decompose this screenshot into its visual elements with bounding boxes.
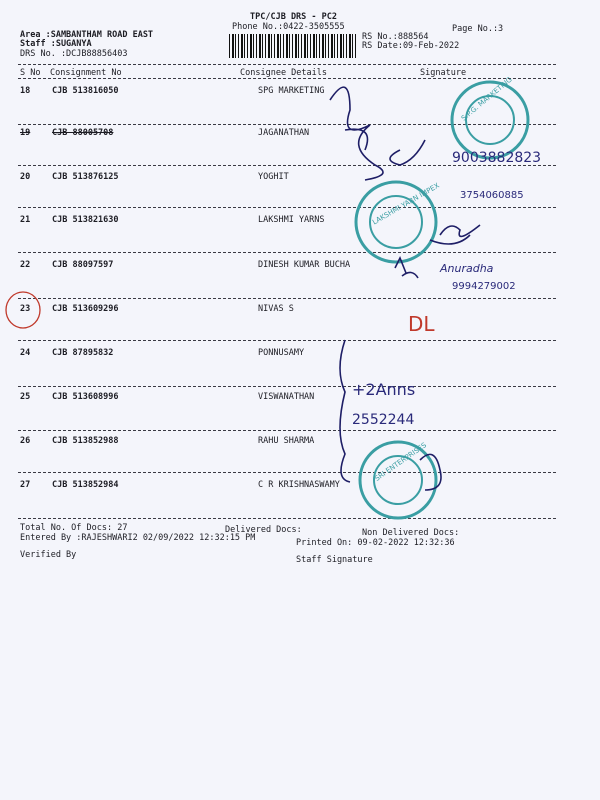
row-consignment: CJB 88005708 xyxy=(52,128,114,138)
signature-scribble xyxy=(330,87,425,180)
rs-date: RS Date:09-Feb-2022 xyxy=(362,41,460,51)
circle-mark xyxy=(6,292,40,328)
row-consignment: CJB 513609296 xyxy=(52,304,119,314)
stamp-text-1: S.P.G. MARKETING xyxy=(459,75,514,123)
row-consignment: CJB 87895832 xyxy=(52,348,114,358)
row-sno: 27 xyxy=(20,480,31,490)
verified-by: Verified By xyxy=(20,550,77,560)
row-consignee: PONNUSAMY xyxy=(258,348,305,358)
row-consignee: JAGANATHAN xyxy=(258,128,310,138)
row-consignment: CJB 513821630 xyxy=(52,215,119,225)
row-consignee: LAKSHMI YARNS xyxy=(258,215,325,225)
signature-scribble xyxy=(430,225,480,244)
column-header-consignment: Consignment No xyxy=(50,68,122,78)
non-delivered-docs: Non Delivered Docs: xyxy=(362,528,460,538)
row-sno: 22 xyxy=(20,260,31,270)
rs-number: RS No.:888564 xyxy=(362,32,429,42)
row-sno: 19 xyxy=(20,128,31,138)
sheet-title: TPC/CJB DRS - PC2 xyxy=(250,12,337,22)
phone-number: Phone No.:0422-3505555 xyxy=(232,22,345,32)
row-consignment: CJB 513816050 xyxy=(52,86,119,96)
row-sno: 20 xyxy=(20,172,31,182)
row-consignment: CJB 88097597 xyxy=(52,260,114,270)
handwritten-code-2: 2552244 xyxy=(352,412,415,428)
company-stamp-3 xyxy=(360,442,436,518)
row-consignment: CJB 513852988 xyxy=(52,436,119,446)
printed-on: Printed On: 09-02-2022 12:32:36 xyxy=(296,538,455,548)
page-number: Page No.:3 xyxy=(452,24,504,34)
row-consignee: YOGHIT xyxy=(258,172,289,182)
row-consignment: CJB 513852984 xyxy=(52,480,119,490)
handwritten-code-1: +2Anns xyxy=(352,380,416,399)
column-header-consignee: Consignee Details xyxy=(240,68,327,78)
row-sno: 25 xyxy=(20,392,31,402)
delivered-docs: Delivered Docs: xyxy=(225,525,302,535)
row-consignee: NIVAS S xyxy=(258,304,294,314)
staff-signature: Staff Signature xyxy=(296,555,373,565)
stamp-text-2: LAKSHMI YARN IMPEX xyxy=(371,181,441,227)
column-header-sno: S No xyxy=(20,68,41,78)
column-header-signature: Signature xyxy=(420,68,467,78)
row-consignee: VISWANATHAN xyxy=(258,392,315,402)
row-sno: 18 xyxy=(20,86,31,96)
row-sno: 26 xyxy=(20,436,31,446)
stamp-text-3: SRI ENTERPRISES xyxy=(373,441,429,483)
row-consignee: SPG MARKETING xyxy=(258,86,325,96)
row-consignee: DINESH KUMAR BUCHA xyxy=(258,260,351,270)
handwritten-phone-2: 3754060885 xyxy=(460,190,524,201)
row-consignment: CJB 513876125 xyxy=(52,172,119,182)
bracket-mark xyxy=(340,340,350,482)
row-consignee: C R KRISHNASWAMY xyxy=(258,480,340,490)
staff-label: Staff :SUGANYA xyxy=(20,39,92,49)
drs-number: DRS No. :DCJB88856403 xyxy=(20,49,128,59)
handwritten-dl-mark: DL xyxy=(408,312,435,336)
handwritten-name: Anuradha xyxy=(440,262,494,275)
row-consignment: CJB 513608996 xyxy=(52,392,119,402)
total-docs: Total No. Of Docs: 27 xyxy=(20,523,128,533)
entered-by: Entered By :RAJESHWARI2 02/09/2022 12:32:15 PM xyxy=(20,533,256,543)
area-label: Area :SAMBANTHAM ROAD EAST xyxy=(20,30,154,40)
row-sno: 24 xyxy=(20,348,31,358)
row-sno: 21 xyxy=(20,215,31,225)
handwritten-phone-1: 9003882823 xyxy=(452,150,542,166)
handwritten-phone-3: 9994279002 xyxy=(452,281,516,292)
row-consignee: RAHU SHARMA xyxy=(258,436,315,446)
row-sno: 23 xyxy=(20,304,31,314)
